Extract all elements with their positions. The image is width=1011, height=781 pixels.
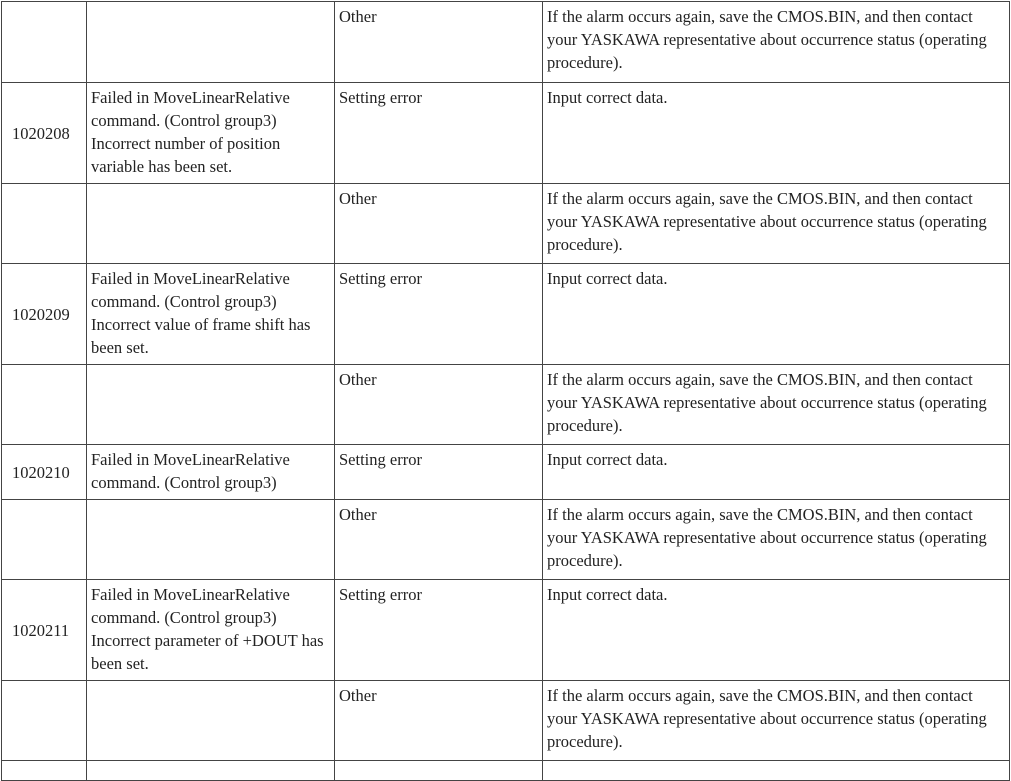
table-cell [87, 761, 335, 781]
alarm-cause-cell: Setting error [335, 264, 543, 365]
table-cell [2, 761, 87, 781]
table-row [2, 2, 1010, 83]
alarm-code-cell [2, 500, 87, 580]
alarm-remedy-cell: Input correct data. [543, 83, 1010, 184]
table-row [2, 445, 1010, 500]
alarm-table-container [1, 1, 1010, 781]
alarm-remedy-cell: If the alarm occurs again, save the CMOS.BIN, and then contact your YASKAWA representative about occurrence status (operating procedure). [543, 681, 1010, 761]
alarm-cause-cell: Other [335, 500, 543, 580]
alarm-description-cell: Failed in MoveLinearRelative command. (Control group3) Incorrect number of position variable has been set. [87, 83, 335, 184]
table-row [2, 365, 1010, 445]
alarm-remedy-cell: If the alarm occurs again, save the CMOS.BIN, and then contact your YASKAWA representative about occurrence status (operating procedure). [543, 500, 1010, 580]
alarm-remedy-cell: Input correct data. [543, 445, 1010, 500]
alarm-description-cell [87, 681, 335, 761]
alarm-cause-cell: Setting error [335, 580, 543, 681]
table-cell [335, 761, 543, 781]
alarm-description-cell [87, 184, 335, 264]
alarm-code-cell [2, 184, 87, 264]
alarm-code-cell: 1020208 [2, 83, 87, 184]
alarm-remedy-cell: If the alarm occurs again, save the CMOS.BIN, and then contact your YASKAWA representative about occurrence status (operating procedure). [543, 184, 1010, 264]
alarm-code-cell: 1020209 [2, 264, 87, 365]
alarm-description-cell [87, 365, 335, 445]
table-cell [543, 761, 1010, 781]
table-row-partial [2, 761, 1010, 781]
alarm-cause-cell: Other [335, 681, 543, 761]
table-row [2, 681, 1010, 761]
table-row [2, 264, 1010, 365]
table-row [2, 184, 1010, 264]
alarm-remedy-cell: If the alarm occurs again, save the CMOS.BIN, and then contact your YASKAWA representative about occurrence status (operating procedure). [543, 2, 1010, 83]
alarm-description-cell: Failed in MoveLinearRelative command. (Control group3) Incorrect parameter of +DOUT has been set. [87, 580, 335, 681]
alarm-cause-cell: Other [335, 184, 543, 264]
alarm-code-cell [2, 2, 87, 83]
alarm-remedy-cell: If the alarm occurs again, save the CMOS.BIN, and then contact your YASKAWA representative about occurrence status (operating procedure). [543, 365, 1010, 445]
alarm-code-cell: 1020211 [2, 580, 87, 681]
alarm-description-cell: Failed in MoveLinearRelative command. (Control group3) Incorrect value of frame shift has been set. [87, 264, 335, 365]
alarm-description-cell [87, 2, 335, 83]
table-row [2, 83, 1010, 184]
alarm-cause-cell: Other [335, 365, 543, 445]
table-row [2, 500, 1010, 580]
alarm-remedy-cell: Input correct data. [543, 580, 1010, 681]
alarm-code-cell [2, 365, 87, 445]
alarm-code-cell [2, 681, 87, 761]
alarm-code-cell: 1020210 [2, 445, 87, 500]
alarm-cause-cell: Setting error [335, 445, 543, 500]
alarm-cause-cell: Other [335, 2, 543, 83]
alarm-description-cell: Failed in MoveLinearRelative command. (Control group3) [87, 445, 335, 500]
table-row [2, 580, 1010, 681]
alarm-cause-cell: Setting error [335, 83, 543, 184]
alarm-table [1, 1, 1010, 781]
alarm-description-cell [87, 500, 335, 580]
alarm-remedy-cell: Input correct data. [543, 264, 1010, 365]
